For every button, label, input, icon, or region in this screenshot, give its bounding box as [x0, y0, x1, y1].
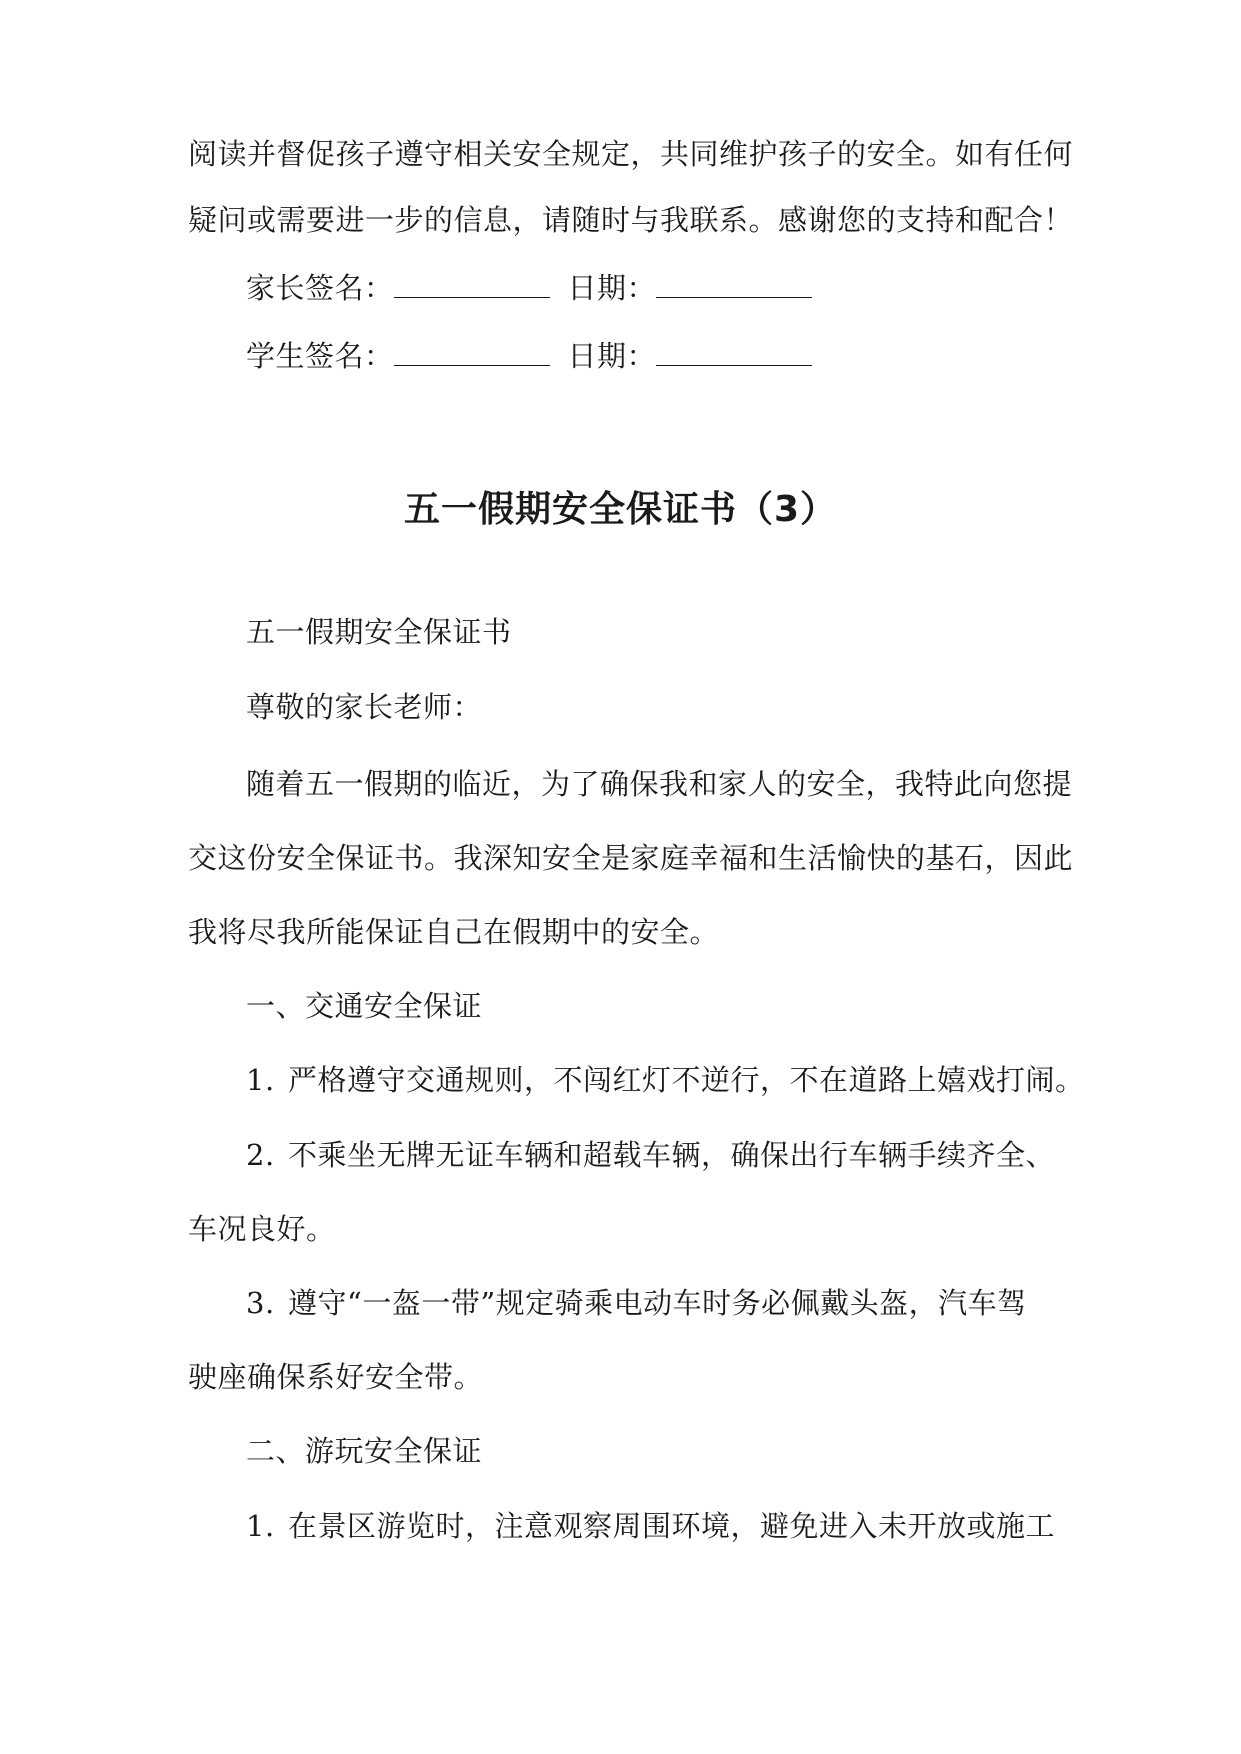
list-item-continuation: 驶座确保系好安全带。: [188, 1360, 484, 1394]
student-date-label: 日期：: [567, 339, 657, 373]
list-item-continuation: 车况良好。: [188, 1212, 336, 1246]
list-item: [246, 1508, 1055, 1544]
section-title: 五一假期安全保证书（3）: [403, 489, 838, 530]
list-item-number: 2.: [246, 1138, 275, 1172]
parent-date-blank[interactable]: [656, 273, 812, 298]
student-signature-row: [246, 338, 812, 374]
parent-signature-label: 家长签名：: [246, 271, 394, 305]
paragraph-line: 随着五一假期的临近，为了确保我和家人的安全，我特此向您提: [246, 767, 1073, 801]
list-item-text: 遵守“一盔一带”规定骑乘电动车时务必佩戴头盔，汽车驾: [288, 1286, 1027, 1320]
paragraph-line: 我将尽我所能保证自己在假期中的安全。: [188, 915, 720, 949]
list-item-number: 3.: [246, 1286, 275, 1320]
paragraph-line: 疑问或需要进一步的信息，请随时与我联系。感谢您的支持和配合！: [188, 203, 1074, 237]
parent-date-label: 日期：: [567, 271, 657, 305]
salutation: 尊敬的家长老师：: [246, 690, 483, 724]
list-item-text: 在景区游览时，注意观察周围环境，避免进入未开放或施工: [288, 1509, 1056, 1543]
section-heading: 二、游玩安全保证: [246, 1434, 483, 1468]
student-signature-blank[interactable]: [394, 341, 550, 366]
parent-signature-blank[interactable]: [394, 273, 550, 298]
list-item-number: 1.: [246, 1063, 275, 1097]
parent-signature-row: [246, 270, 812, 306]
list-item: [246, 1137, 1055, 1173]
list-item: [246, 1285, 1027, 1321]
section-heading: 一、交通安全保证: [246, 989, 483, 1023]
list-item-number: 1.: [246, 1509, 275, 1543]
list-item: [246, 1062, 1085, 1098]
document-subtitle: 五一假期安全保证书: [246, 615, 512, 649]
student-signature-label: 学生签名：: [246, 339, 394, 373]
list-item-text: 严格遵守交通规则，不闯红灯不逆行，不在道路上嬉戏打闹。: [288, 1063, 1085, 1097]
list-item-text: 不乘坐无牌无证车辆和超载车辆，确保出行车辆手续齐全、: [288, 1138, 1056, 1172]
student-date-blank[interactable]: [656, 341, 812, 366]
paragraph-line: 阅读并督促孩子遵守相关安全规定，共同维护孩子的安全。如有任何: [188, 137, 1074, 171]
paragraph-line: 交这份安全保证书。我深知安全是家庭幸福和生活愉快的基石，因此: [188, 841, 1074, 875]
